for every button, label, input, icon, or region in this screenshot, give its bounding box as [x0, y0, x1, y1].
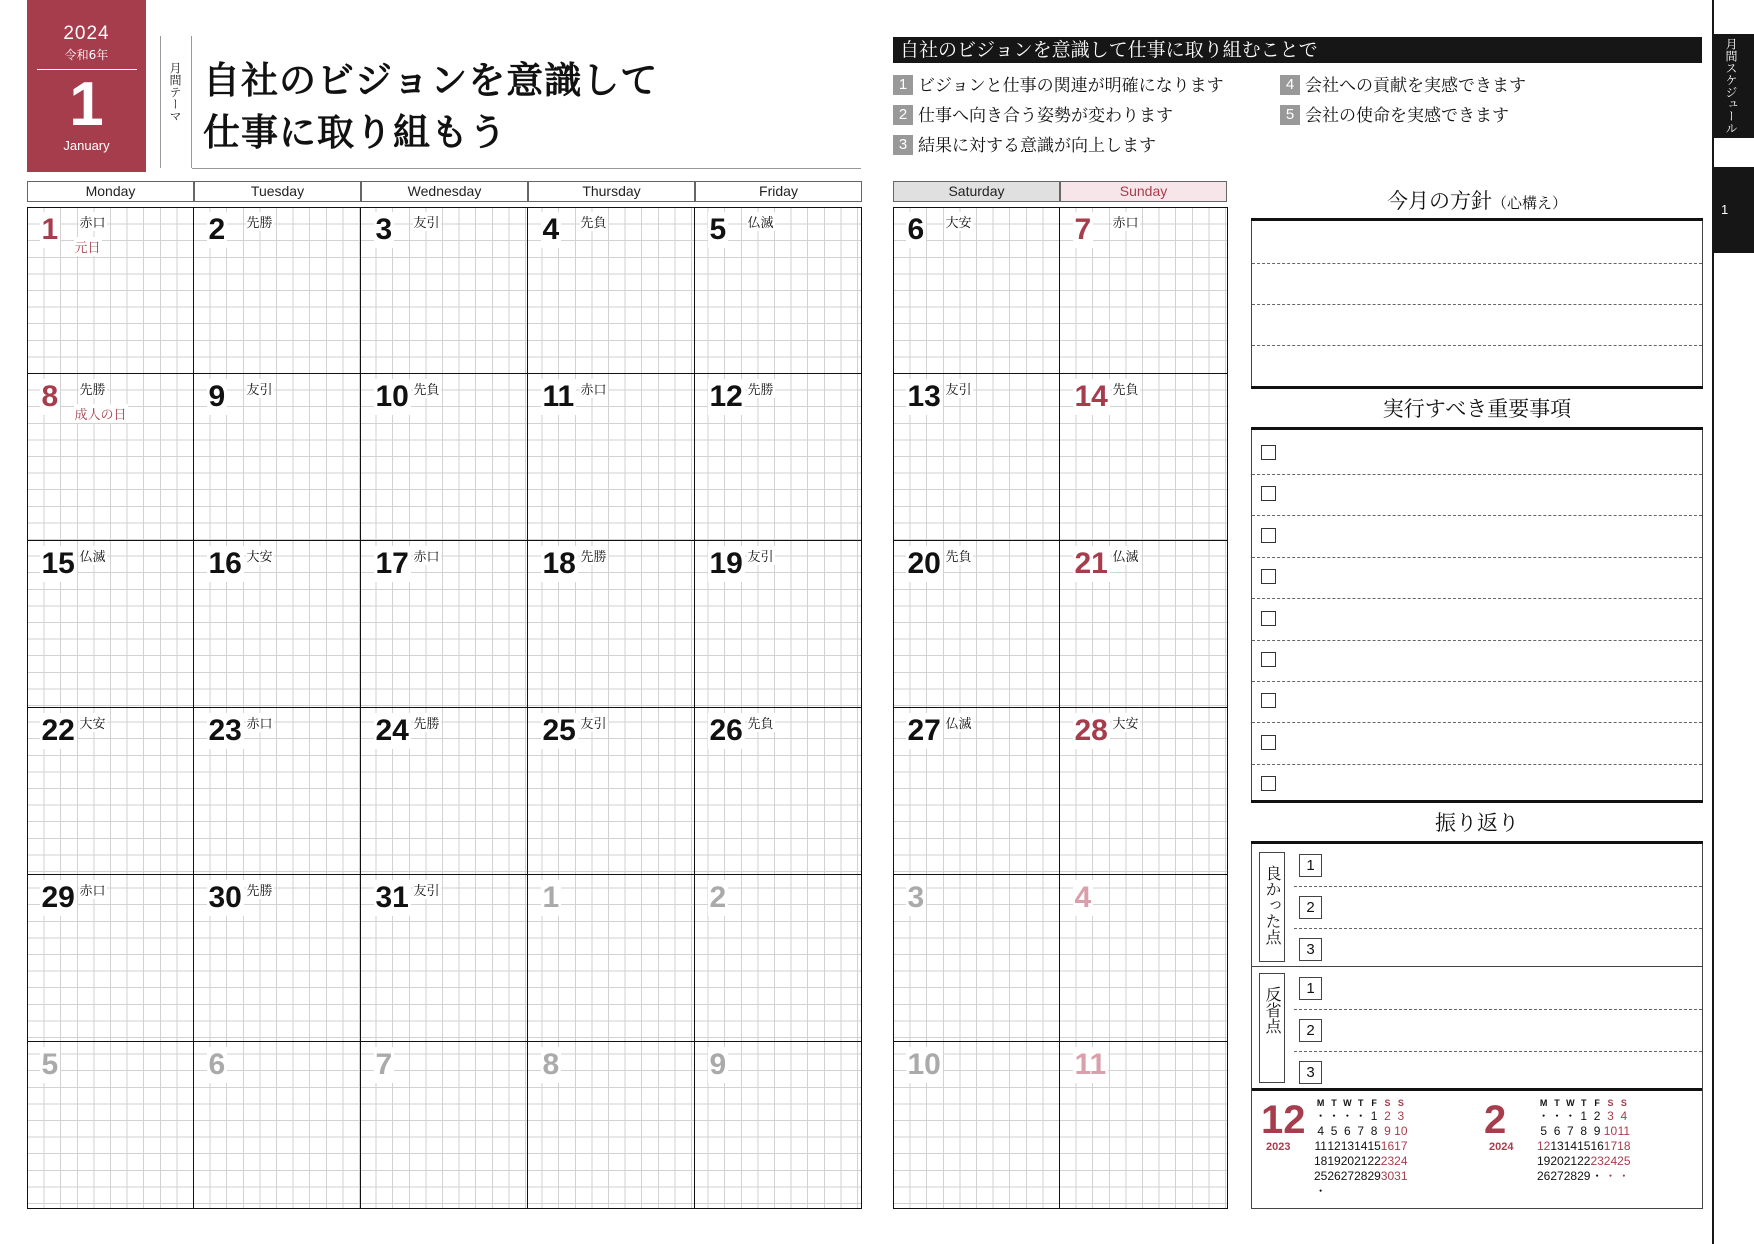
day-number: 3	[907, 880, 925, 914]
year-label: 2024	[63, 23, 110, 44]
mini-day: 26	[1537, 1169, 1551, 1183]
monthly-theme	[203, 55, 658, 159]
review-item-number: 3	[1299, 1061, 1322, 1084]
theme-line-1: 自社のビジョンを意識して	[203, 59, 659, 102]
rokuyo-label: 赤口	[79, 880, 107, 899]
mini-calendar-table	[1314, 1097, 1408, 1199]
task-checkbox[interactable]	[1261, 693, 1276, 708]
mini-day: 21	[1354, 1154, 1368, 1168]
mini-day: 5	[1540, 1124, 1548, 1138]
mini-day: ・	[1328, 1109, 1341, 1123]
mini-weekday-header: T	[1581, 1098, 1587, 1108]
calendar-day-cell[interactable]	[695, 1042, 862, 1209]
day-number: 1	[542, 880, 560, 914]
mini-day: 23	[1590, 1154, 1604, 1168]
weekday-header-wednesday: Wednesday	[361, 181, 528, 202]
calendar-day-cell[interactable]	[194, 207, 361, 374]
mini-day: 28	[1563, 1169, 1578, 1183]
mini-day: 15	[1367, 1139, 1381, 1153]
mini-day: 4	[1317, 1124, 1325, 1138]
day-number: 29	[41, 880, 75, 914]
day-number: 9	[208, 379, 226, 413]
task-checkbox[interactable]	[1261, 652, 1276, 667]
mini-day: ・	[1314, 1109, 1327, 1123]
calendar-day-cell[interactable]	[1060, 374, 1227, 541]
benefit-number: 1	[893, 75, 913, 95]
calendar-day-cell[interactable]	[361, 708, 528, 875]
rokuyo-label: 先勝	[79, 379, 107, 398]
day-number: 4	[542, 212, 560, 246]
day-number: 22	[41, 713, 75, 747]
mini-day: 4	[1620, 1109, 1628, 1123]
tasks-title: 実行すべき重要事項	[1251, 386, 1703, 430]
rokuyo-label: 先勝	[246, 212, 274, 231]
section-tab-label: 月間スケジュール	[1724, 38, 1738, 134]
task-line	[1252, 515, 1702, 516]
era-label: 令和6年	[64, 48, 109, 62]
day-number: 27	[907, 713, 941, 747]
mini-weekday-header: M	[1539, 1098, 1548, 1108]
reflection-points-label: 反省点	[1259, 973, 1285, 1083]
review-item-number: 3	[1299, 938, 1322, 961]
rokuyo-label: 先勝	[747, 379, 775, 398]
day-number: 5	[709, 212, 727, 246]
day-number: 8	[542, 1047, 560, 1081]
section-tab[interactable]	[1714, 34, 1754, 138]
benefit-text: 会社への貢献を実感できます	[1305, 76, 1526, 96]
mini-weekday-header: F	[1594, 1098, 1600, 1108]
mini-day: 22	[1577, 1154, 1591, 1168]
benefit-text: 会社の使命を実感できます	[1305, 106, 1509, 126]
rokuyo-label: 仏滅	[79, 546, 107, 565]
calendar-day-cell[interactable]	[893, 1042, 1060, 1209]
mini-day: 1	[1370, 1109, 1378, 1123]
mini-day: ・	[1604, 1169, 1617, 1183]
mini-day	[1381, 1184, 1394, 1199]
review-divider	[1252, 966, 1702, 967]
mini-day	[1617, 1184, 1630, 1199]
task-checkbox[interactable]	[1261, 486, 1276, 501]
mini-day: 23	[1380, 1154, 1395, 1168]
day-number: 11	[542, 379, 575, 413]
mini-day: 20	[1340, 1154, 1355, 1168]
mini-day: 20	[1550, 1154, 1564, 1168]
day-number: 12	[709, 379, 743, 413]
day-number: 24	[375, 713, 409, 747]
calendar-day-cell[interactable]	[695, 374, 862, 541]
review-line	[1294, 928, 1702, 929]
calendar-day-cell[interactable]	[528, 541, 695, 708]
task-line	[1252, 598, 1702, 599]
day-number: 23	[208, 713, 242, 747]
rokuyo-label: 先勝	[246, 880, 274, 899]
task-line	[1252, 474, 1702, 475]
mini-year: 2024	[1489, 1141, 1514, 1153]
mini-day	[1367, 1184, 1380, 1199]
mini-day: 25	[1617, 1154, 1631, 1168]
mini-day	[1564, 1184, 1577, 1199]
mini-day: 30	[1380, 1169, 1395, 1183]
task-checkbox[interactable]	[1261, 569, 1276, 584]
mini-day: 8	[1370, 1124, 1378, 1138]
mini-day: 14	[1354, 1139, 1368, 1153]
calendar-day-cell[interactable]	[361, 207, 528, 374]
mini-day: 16	[1590, 1139, 1604, 1153]
policy-title	[1251, 181, 1703, 221]
calendar-day-cell[interactable]	[1060, 875, 1227, 1042]
benefit-item	[893, 75, 1224, 97]
mini-day: 26	[1327, 1169, 1341, 1183]
policy-line	[1252, 263, 1702, 264]
task-line	[1252, 681, 1702, 682]
month-number: 1	[69, 70, 104, 139]
calendar-day-cell[interactable]	[893, 374, 1060, 541]
day-number: 1	[41, 212, 59, 246]
day-number: 2	[709, 880, 727, 914]
calendar-day-cell[interactable]	[194, 875, 361, 1042]
rokuyo-label: 仏滅	[1112, 546, 1140, 565]
review-line	[1294, 1009, 1702, 1010]
theme-underline	[192, 168, 861, 169]
calendar-day-cell[interactable]	[194, 1042, 361, 1209]
benefit-item	[893, 135, 1156, 157]
mini-day: 14	[1563, 1139, 1578, 1153]
rokuyo-label: 友引	[246, 379, 274, 398]
mini-day	[1577, 1184, 1590, 1199]
mini-day: 10	[1394, 1124, 1408, 1138]
benefit-number: 5	[1280, 105, 1300, 125]
mini-day: 17	[1603, 1139, 1618, 1153]
benefit-item	[1280, 105, 1509, 127]
rokuyo-label: 先負	[1112, 379, 1140, 398]
policy-line	[1252, 304, 1702, 305]
day-number: 17	[375, 546, 409, 580]
mini-day: 10	[1603, 1124, 1618, 1138]
calendar-day-cell[interactable]	[893, 875, 1060, 1042]
weekend-calendar-grid	[893, 207, 1228, 1209]
rokuyo-label: 赤口	[246, 713, 274, 732]
day-number: 31	[375, 880, 409, 914]
mini-day: 6	[1344, 1124, 1351, 1138]
day-number: 5	[41, 1047, 59, 1081]
review-item-number: 2	[1299, 1019, 1322, 1042]
weekday-header-friday: Friday	[695, 181, 862, 202]
rokuyo-label: 先負	[580, 212, 608, 231]
rokuyo-label: 赤口	[580, 379, 608, 398]
benefit-text: 仕事へ向き合う姿勢が変わります	[918, 106, 1173, 126]
mini-day: ・	[1314, 1184, 1327, 1198]
mini-day: 2	[1384, 1109, 1391, 1123]
day-number: 20	[907, 546, 941, 580]
mini-weekday-header: M	[1316, 1098, 1325, 1108]
calendar-day-cell[interactable]	[361, 875, 528, 1042]
rokuyo-label: 先負	[945, 546, 973, 565]
day-number: 8	[41, 379, 59, 413]
mini-year: 2023	[1266, 1141, 1291, 1153]
mini-day: 7	[1357, 1124, 1365, 1138]
review-item-number: 1	[1299, 854, 1322, 877]
rokuyo-label: 友引	[580, 713, 608, 732]
calendar-day-cell[interactable]	[361, 374, 528, 541]
review-title: 振り返り	[1251, 800, 1703, 844]
mini-day: ・	[1564, 1109, 1577, 1123]
review-line	[1294, 886, 1702, 887]
mini-weekday-header: W	[1343, 1098, 1352, 1108]
review-line	[1294, 1051, 1702, 1052]
task-line	[1252, 722, 1702, 723]
mini-day: 3	[1397, 1109, 1405, 1123]
mini-day: 12	[1327, 1139, 1341, 1153]
day-number: 19	[709, 546, 743, 580]
benefit-item	[1280, 75, 1526, 97]
calendar-day-cell[interactable]	[1060, 541, 1227, 708]
calendar-day-cell[interactable]	[194, 374, 361, 541]
task-line	[1252, 557, 1702, 558]
calendar-day-cell[interactable]	[194, 541, 361, 708]
task-checkbox[interactable]	[1261, 528, 1276, 543]
day-number: 4	[1074, 880, 1092, 914]
calendar-day-cell[interactable]	[893, 541, 1060, 708]
mini-weekday-header: S	[1384, 1098, 1391, 1108]
mini-day: 27	[1550, 1169, 1564, 1183]
mini-day: 25	[1314, 1169, 1328, 1183]
mini-day: 18	[1314, 1154, 1328, 1168]
task-checkbox[interactable]	[1261, 445, 1276, 460]
benefit-item	[893, 105, 1173, 127]
day-number: 15	[41, 546, 75, 580]
rokuyo-label: 先勝	[413, 713, 441, 732]
mini-day	[1341, 1184, 1354, 1199]
mini-day: 9	[1593, 1124, 1601, 1138]
mini-weekday-header: S	[1607, 1098, 1614, 1108]
mini-day: 29	[1577, 1169, 1591, 1183]
mini-day	[1327, 1184, 1340, 1199]
calendar-day-cell[interactable]	[361, 1042, 528, 1209]
rokuyo-label: 友引	[413, 880, 441, 899]
calendar-day-cell[interactable]	[27, 708, 194, 875]
mini-day: 7	[1567, 1124, 1574, 1138]
holiday-label: 元日	[74, 237, 102, 256]
task-checkbox[interactable]	[1261, 611, 1276, 626]
month-index-tab[interactable]: 1	[1714, 167, 1754, 253]
mini-day: 19	[1537, 1154, 1551, 1168]
day-number: 13	[907, 379, 941, 413]
day-number: 28	[1074, 713, 1108, 747]
rokuyo-label: 先勝	[580, 546, 608, 565]
mini-day: 17	[1394, 1139, 1408, 1153]
rokuyo-label: 友引	[945, 379, 973, 398]
day-number: 18	[542, 546, 576, 580]
mini-day: ・	[1341, 1109, 1354, 1123]
mini-day: 16	[1380, 1139, 1395, 1153]
calendar-day-cell[interactable]	[528, 207, 695, 374]
weekday-header-thursday: Thursday	[528, 181, 695, 202]
calendar-day-cell[interactable]	[528, 875, 695, 1042]
holiday-label: 成人の日	[74, 404, 128, 423]
policy-title-text: 今月の方針	[1386, 189, 1492, 213]
day-number: 16	[208, 546, 242, 580]
day-number: 21	[1074, 546, 1108, 580]
theme-line-2: 仕事に取り組もう	[203, 111, 507, 154]
mini-weekday-header: T	[1554, 1098, 1560, 1108]
day-number: 6	[907, 212, 925, 246]
mini-day: 19	[1327, 1154, 1341, 1168]
mini-day: 12	[1537, 1139, 1551, 1153]
calendar-day-cell[interactable]	[695, 708, 862, 875]
mini-day: 1	[1580, 1109, 1588, 1123]
policy-subtitle: （心構え）	[1491, 194, 1567, 212]
rokuyo-label: 友引	[747, 546, 775, 565]
mini-month-number: 2	[1484, 1098, 1507, 1142]
task-line	[1252, 764, 1702, 765]
mini-day	[1604, 1184, 1617, 1199]
weekday-calendar-grid	[27, 207, 862, 1209]
mini-day: 9	[1384, 1124, 1391, 1138]
review-bottom-rule	[1252, 1088, 1702, 1091]
benefit-number: 2	[893, 105, 913, 125]
task-checkbox[interactable]	[1261, 735, 1276, 750]
calendar-day-cell[interactable]	[1060, 207, 1227, 374]
calendar-day-cell[interactable]	[695, 875, 862, 1042]
day-number: 2	[208, 212, 226, 246]
rokuyo-label: 先負	[747, 713, 775, 732]
weekday-header-tuesday: Tuesday	[194, 181, 361, 202]
mini-day	[1537, 1184, 1550, 1199]
mini-weekday-header: S	[1620, 1098, 1627, 1108]
mini-day	[1550, 1184, 1563, 1199]
calendar-day-cell[interactable]	[528, 374, 695, 541]
day-number: 9	[709, 1047, 727, 1081]
day-number: 7	[1074, 212, 1092, 246]
day-number: 14	[1074, 379, 1108, 413]
rokuyo-label: 友引	[413, 212, 441, 231]
mini-day: 11	[1314, 1139, 1327, 1153]
mini-day: 13	[1550, 1139, 1564, 1153]
mini-day: 5	[1330, 1124, 1338, 1138]
mini-day: 24	[1394, 1154, 1408, 1168]
rokuyo-label: 仏滅	[945, 713, 973, 732]
calendar-day-cell[interactable]	[893, 207, 1060, 374]
calendar-day-cell[interactable]	[27, 1042, 194, 1209]
calendar-day-cell[interactable]	[27, 541, 194, 708]
mini-day: ・	[1591, 1169, 1604, 1183]
rokuyo-label: 仏滅	[747, 212, 775, 231]
rokuyo-label: 赤口	[79, 212, 107, 231]
month-badge	[27, 0, 146, 172]
rokuyo-label: 大安	[1112, 713, 1140, 732]
day-number: 25	[542, 713, 576, 747]
mini-day	[1354, 1184, 1367, 1199]
mini-weekday-header: T	[1358, 1098, 1364, 1108]
mini-calendar-table	[1537, 1097, 1631, 1199]
mini-day: ・	[1617, 1169, 1630, 1183]
day-number: 6	[208, 1047, 226, 1081]
mini-day: 18	[1617, 1139, 1631, 1153]
mini-day: 8	[1580, 1124, 1588, 1138]
theme-label: 月間テーマ	[168, 62, 182, 122]
mini-day: ・	[1551, 1109, 1564, 1123]
mini-day: 2	[1593, 1109, 1601, 1123]
mini-day: 28	[1354, 1169, 1368, 1183]
rokuyo-label: 赤口	[1112, 212, 1140, 231]
benefit-text: 結果に対する意識が向上します	[918, 136, 1156, 156]
planning-panel	[1251, 181, 1703, 1209]
benefit-number: 4	[1280, 75, 1300, 95]
calendar-day-cell[interactable]	[27, 374, 194, 541]
calendar-day-cell[interactable]	[893, 708, 1060, 875]
mini-month-number: 12	[1261, 1098, 1306, 1142]
mini-day: 22	[1367, 1154, 1381, 1168]
calendar-day-cell[interactable]	[361, 541, 528, 708]
calendar-day-cell[interactable]	[27, 207, 194, 374]
calendar-day-cell[interactable]	[528, 1042, 695, 1209]
day-number: 11	[1074, 1047, 1107, 1081]
weekday-header-sunday: Sunday	[1060, 181, 1227, 202]
mini-day: 11	[1617, 1124, 1631, 1138]
calendar-day-cell[interactable]	[1060, 708, 1227, 875]
rokuyo-label: 大安	[945, 212, 973, 231]
rokuyo-label: 大安	[79, 713, 107, 732]
day-number: 3	[375, 212, 393, 246]
day-number: 26	[709, 713, 743, 747]
mini-weekday-header: F	[1371, 1098, 1377, 1108]
calendar-day-cell[interactable]	[695, 207, 862, 374]
calendar-day-cell[interactable]	[528, 708, 695, 875]
good-points-label: 良かった点	[1259, 852, 1285, 962]
task-checkbox[interactable]	[1261, 776, 1276, 791]
mini-day: 31	[1394, 1169, 1408, 1183]
calendar-day-cell[interactable]	[695, 541, 862, 708]
rokuyo-label: 赤口	[413, 546, 441, 565]
mini-day	[1394, 1184, 1407, 1199]
day-number: 7	[375, 1047, 393, 1081]
calendar-day-cell[interactable]	[27, 875, 194, 1042]
mini-weekday-header: S	[1397, 1098, 1404, 1108]
mini-day: 27	[1340, 1169, 1355, 1183]
mini-day: 13	[1340, 1139, 1355, 1153]
review-item-number: 2	[1299, 896, 1322, 919]
mini-day: 6	[1553, 1124, 1561, 1138]
rokuyo-label: 先負	[413, 379, 441, 398]
mini-day: 15	[1577, 1139, 1591, 1153]
policy-line	[1252, 345, 1702, 346]
task-line	[1252, 640, 1702, 641]
day-number: 30	[208, 880, 242, 914]
weekday-header-monday: Monday	[27, 181, 194, 202]
mini-day: ・	[1537, 1109, 1550, 1123]
mini-weekday-header: W	[1566, 1098, 1575, 1108]
mini-day: ・	[1354, 1109, 1367, 1123]
benefit-number: 3	[893, 135, 913, 155]
benefit-text: ビジョンと仕事の関連が明確になります	[918, 76, 1224, 96]
benefits-title: 自社のビジョンを意識して仕事に取り組むことで	[893, 37, 1702, 63]
rokuyo-label: 大安	[246, 546, 274, 565]
month-name: January	[63, 138, 110, 153]
mini-day: 24	[1603, 1154, 1618, 1168]
mini-day	[1590, 1184, 1603, 1199]
day-number: 10	[375, 379, 409, 413]
weekday-header-saturday: Saturday	[893, 181, 1060, 202]
mini-day: 3	[1607, 1109, 1614, 1123]
mini-day: 21	[1563, 1154, 1578, 1168]
day-number: 10	[907, 1047, 941, 1081]
mini-day: 29	[1367, 1169, 1381, 1183]
calendar-day-cell[interactable]	[1060, 1042, 1227, 1209]
mini-weekday-header: T	[1331, 1098, 1337, 1108]
calendar-day-cell[interactable]	[194, 708, 361, 875]
review-item-number: 1	[1299, 977, 1322, 1000]
